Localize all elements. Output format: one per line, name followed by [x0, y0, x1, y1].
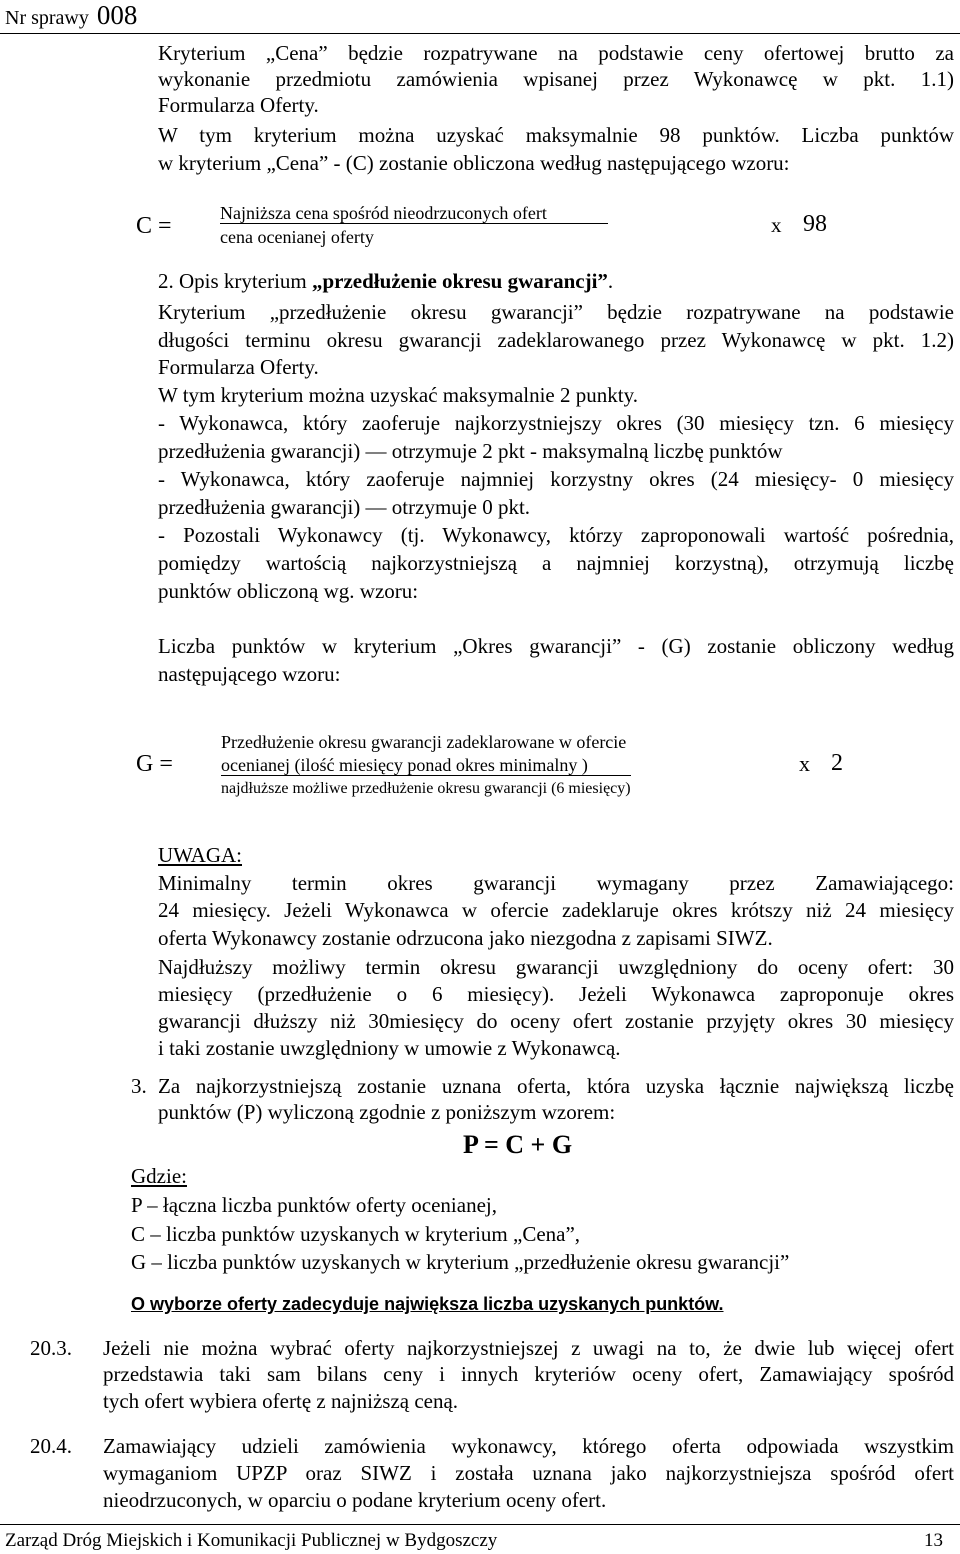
section-2-heading-bold: „przedłużenie okresu gwarancji”	[311, 269, 608, 293]
footer-institution: Zarząd Dróg Miejskich i Komunikacji Publicznej w Bydgoszczy	[5, 1530, 498, 1551]
formula-c-denominator: cena ocenianej oferty	[220, 227, 374, 247]
paragraph-line: tych ofert wybiera ofertę z najniższą ceną.	[103, 1389, 459, 1413]
paragraph-line: W tym kryterium można uzyskać maksymalnie 2 punkty.	[158, 383, 638, 407]
paragraph-line: miesięcy (przedłużenie o 6 miesięcy). Jeżeli Wykonawca zaproponuje okres	[158, 982, 954, 1006]
paragraph-line: - Wykonawca, który zaoferuje najmniej korzystny okres (24 miesięcy- 0 miesięcy	[158, 467, 954, 491]
formula-g-numerator-2: ocenianej (ilość miesięcy ponad okres minimalny )	[221, 755, 588, 775]
section-3-number: 3.	[131, 1074, 147, 1098]
paragraph-line: 24 miesięcy. Jeżeli Wykonawca w ofercie zadeklaruje okres krótszy niż 24 miesięcy	[158, 898, 954, 922]
header-rule	[0, 33, 960, 34]
formula-p: P = C + G	[463, 1130, 573, 1159]
paragraph-line: następującego wzoru:	[158, 662, 341, 686]
paragraph-line: przedstawia taki sam bilans ceny i innych kryteriów oceny ofert, Zamawiający spośród	[103, 1362, 954, 1386]
paragraph-line: Kryterium „Cena” będzie rozpatrywane na podstawie ceny ofertowej brutto za	[158, 41, 954, 65]
paragraph-line: Najdłuższy możliwy termin okresu gwarancji uwzględniony do oceny ofert: 30	[158, 955, 954, 979]
paragraph-line: Formularza Oferty.	[158, 355, 319, 379]
paragraph-line: Kryterium „przedłużenie okresu gwarancji” będzie rozpatrywane na podstawie	[158, 300, 954, 324]
section-2-heading-prefix: 2. Opis kryterium	[158, 269, 312, 293]
case-number-label: Nr sprawy	[5, 7, 89, 29]
formula-c-value: 98	[803, 211, 827, 237]
formula-g-multiplier: x	[799, 751, 810, 776]
paragraph-line: oferta Wykonawcy zostanie odrzucona jako niezgodna z zapisami SIWZ.	[158, 926, 773, 950]
definition-line: P – łączna liczba punktów oferty ocenianej,	[131, 1193, 497, 1217]
case-number: 008	[96, 0, 138, 30]
footer-rule	[0, 1524, 960, 1525]
paragraph-line: gwarancji dłuższy niż 30miesięcy do oceny ofert zostanie przyjęty okres 30 miesięcy	[158, 1009, 954, 1033]
point-number: 20.4.	[30, 1434, 72, 1458]
paragraph-line: wykonanie przedmiotu zamówienia wpisanej przez Wykonawcę w pkt. 1.1)	[158, 67, 954, 91]
paragraph-line: Liczba punktów w kryterium „Okres gwarancji” - (G) zostanie obliczony według	[158, 634, 954, 658]
paragraph-line: długości terminu okresu gwarancji zadeklarowanego przez Wykonawcę w pkt. 1.2)	[158, 328, 954, 352]
paragraph-line: - Wykonawca, który zaoferuje najkorzystniejszy okres (30 miesięcy tzn. 6 miesięcy	[158, 411, 954, 435]
paragraph-line: pomiędzy wartością najkorzystniejszą a najmniej korzystną), otrzymują liczbę	[158, 551, 954, 575]
conclusion-text: O wyborze oferty zadecyduje największa liczba uzyskanych punktów.	[131, 1294, 724, 1314]
paragraph-line: przedłużenia gwarancji) — otrzymuje 2 pkt - maksymalną liczbę punktów	[158, 439, 783, 463]
paragraph-line: Formularza Oferty.	[158, 93, 319, 117]
formula-g-lhs: G =	[136, 751, 173, 777]
formula-g-value: 2	[831, 750, 843, 776]
formula-g-denominator: najdłuższe możliwe przedłużenie okresu gwarancji (6 miesięcy)	[221, 780, 631, 797]
paragraph-line: w kryterium „Cena” - (C) zostanie obliczona według następującego wzoru:	[158, 151, 790, 175]
page-number: 13	[924, 1530, 943, 1551]
paragraph-line: - Pozostali Wykonawcy (tj. Wykonawcy, którzy zaproponowali wartość pośrednia,	[158, 523, 954, 547]
paragraph-line: Zamawiający udzieli zamówienia wykonawcy, którego oferta odpowiada wszystkim	[103, 1434, 954, 1458]
paragraph-line: i taki zostanie uwzględniony w umowie z Wykonawcą.	[158, 1036, 621, 1060]
paragraph-line: W tym kryterium można uzyskać maksymalnie 98 punktów. Liczba punktów	[158, 123, 954, 147]
paragraph-line: nieodrzuconych, w oparciu o podane kryterium oceny ofert.	[103, 1488, 607, 1512]
paragraph-line: przedłużenia gwarancji) — otrzymuje 0 pkt.	[158, 495, 531, 519]
formula-c-numerator: Najniższa cena spośród nieodrzuconych ofert	[220, 203, 547, 223]
formula-c-multiplier: x	[771, 213, 782, 237]
uwaga-title: UWAGA:	[158, 843, 242, 867]
point-number: 20.3.	[30, 1336, 72, 1360]
definition-line: G – liczba punktów uzyskanych w kryterium „przedłużenie okresu gwarancji”	[131, 1250, 790, 1274]
definition-line: C – liczba punktów uzyskanych w kryterium „Cena”,	[131, 1222, 581, 1246]
paragraph-line: punktów obliczoną wg. wzoru:	[158, 579, 419, 603]
paragraph-line: punktów (P) wyliczoną zgodnie z poniższym wzorem:	[158, 1100, 616, 1124]
section-2-heading-suffix: .	[607, 269, 614, 293]
paragraph-line: Jeżeli nie można wybrać oferty najkorzystniejszej z uwagi na to, że dwie lub więcej ofert	[103, 1336, 954, 1360]
paragraph-line: Za najkorzystniejszą zostanie uznana oferta, która uzyska łącznie największą liczbę	[158, 1074, 954, 1098]
paragraph-line: Minimalny termin okres gwarancji wymagany przez Zamawiającego:	[158, 871, 954, 895]
formula-g-numerator-1: Przedłużenie okresu gwarancji zadeklarowane w ofercie	[221, 732, 627, 752]
section-2-heading	[158, 268, 613, 294]
page-header	[5, 0, 137, 31]
gdzie-label: Gdzie:	[131, 1164, 187, 1188]
formula-c-lhs: C =	[136, 213, 172, 239]
paragraph-line: wymaganiom UPZP oraz SIWZ i została uznana jako najkorzystniejsza spośród ofert	[103, 1461, 954, 1485]
